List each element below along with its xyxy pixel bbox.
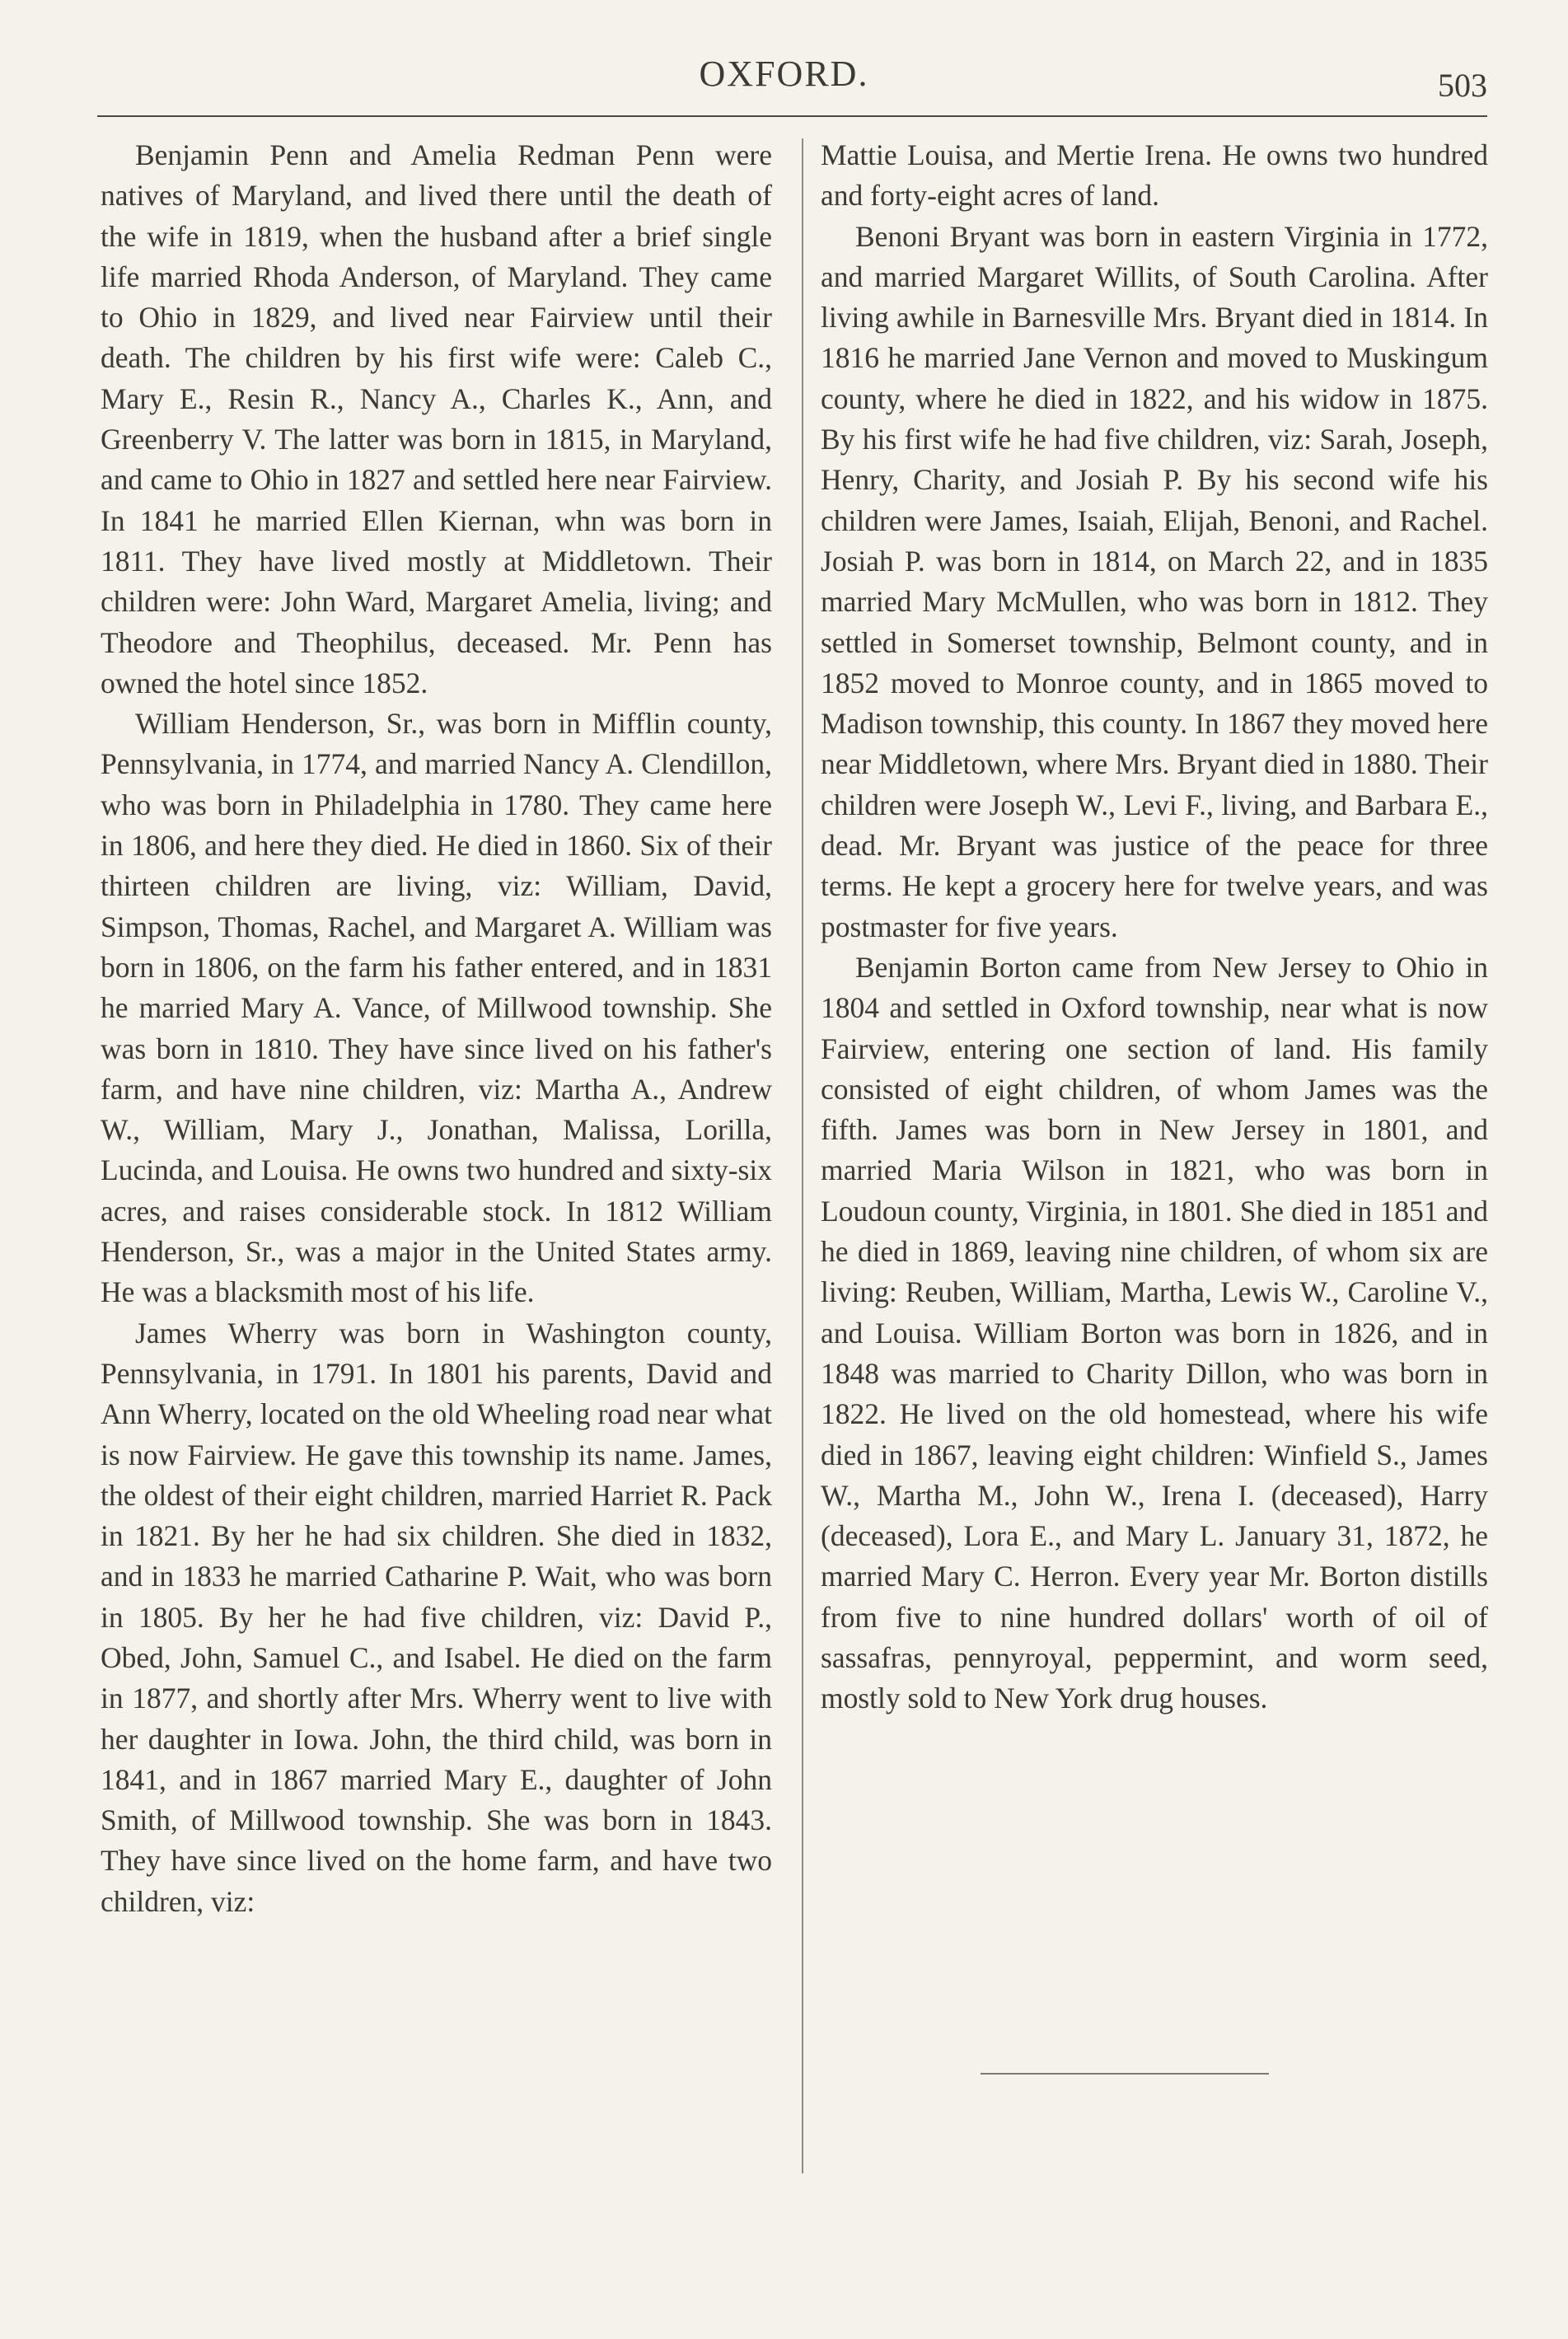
right-column [821,135,1488,1719]
column-divider [802,138,803,2173]
paragraph-henderson: William Henderson, Sr., was born in Mifflin county, Pennsylvania, in 1774, and married Nancy A. Clendillon, who was born in Philadelphia in 1780. They came here in 1806, and here they died. He died in 1860. Six of their thirteen children are living, viz: William, David, Simpson, Thomas, Rachel, and Margaret A. William was born in 1806, on the farm his father entered, and in 1831 he married Mary A. Vance, of Millwood township. She was born in 1810. They have since lived on his father's farm, and have nine children, viz: Martha A., Andrew W., William, Mary J., Jonathan, Malissa, Lorilla, Lucinda, and Louisa. He owns two hundred and sixty-six acres, and raises considerable stock. In 1812 William Henderson, Sr., was a major in the United States army. He was a blacksmith most of his life. [101,707,772,1309]
page-header-title: OXFORD. [699,54,869,94]
paragraph-bryant: Benoni Bryant was born in eastern Virginia in 1772, and married Margaret Willits, of South Carolina. After living awhile in Barnesville Mrs. Bryant died in 1814. In 1816 he married Jane Vernon and moved to Muskingum county, where he died in 1822, and his widow in 1875. By his first wife he had five children, viz: Sarah, Joseph, Henry, Charity, and Josiah P. By his second wife his children were James, Isaiah, Elijah, Benoni, and Rachel. Josiah P. was born in 1814, on March 22, and in 1835 married Mary McMullen, who was born in 1812. They settled in Somerset township, Belmont county, and in 1852 moved to Monroe county, and in 1865 moved to Madison township, this county. In 1867 they moved here near Middletown, where Mrs. Bryant died in 1880. Their children were Joseph W., Levi F., living, and Barbara E., dead. Mr. Bryant was justice of the peace for three terms. He kept a grocery here for twelve years, and was postmaster for five years. [821,219,1488,943]
paragraph-wherry: James Wherry was born in Washington county, Pennsylvania, in 1791. In 1801 his parents, David and Ann Wherry, located on the old Wheeling road near what is now Fairview. He gave this township its name. James, the oldest of their eight children, married Harriet R. Pack in 1821. By her he had six children. She died in 1832, and in 1833 he married Catharine P. Wait, who was born in 1805. By her he had five children, viz: David P., Obed, John, Samuel C., and Isabel. He died on the farm in 1877, and shortly after Mrs. Wherry went to live with her daughter in Iowa. John, the third child, was born in 1841, and in 1867 married Mary E., daughter of John Smith, of Millwood township. She was born in 1843. They have since lived on the home farm, and have two children, viz: [101,1316,772,1918]
left-column [101,135,772,1922]
paragraph-borton: Benjamin Borton came from New Jersey to Ohio in 1804 and settled in Oxford township, near what is now Fairview, entering one section of land. His family consisted of eight children, of whom James was the fifth. James was born in New Jersey in 1801, and married Maria Wilson in 1821, who was born in Loudoun county, Virginia, in 1801. She died in 1851 and he died in 1869, leaving nine children, of whom six are living: Reuben, William, Martha, Lewis W., Caroline V., and Louisa. William Borton was born in 1826, and in 1848 was married to Charity Dillon, who was born in 1822. He lived on the old homestead, where his wife died in 1867, leaving eight children: Winfield S., James W., Martha M., John W., Irena I. (deceased), Harry (deceased), Lora E., and Mary L. January 31, 1872, he married Mary C. Herron. Every year Mr. Borton distills from five to nine hundred dollars' worth of oil of sassafras, pennyroyal, peppermint, and worm seed, mostly sold to New York drug houses. [821,950,1488,1715]
paragraph-penn: Benjamin Penn and Amelia Redman Penn were natives of Maryland, and lived there until the death of the wife in 1819, when the husband after a brief single life married Rhoda Anderson, of Maryland. They came to Ohio in 1829, and lived near Fairview until their death. The children by his first wife were: Caleb C., Mary E., Resin R., Nancy A., Charles K., Ann, and Greenberry V. The latter was born in 1815, in Maryland, and came to Ohio in 1827 and settled here near Fairview. In 1841 he married Ellen Kiernan, whn was born in 1811. They have lived mostly at Middletown. Their children were: John Ward, Margaret Amelia, living; and Theodore and Theophilus, deceased. Mr. Penn has owned the hotel since 1852. [101,138,772,699]
header-rule [97,115,1487,117]
page-number: 503 [1438,67,1487,104]
paragraph-wherry-continued: Mattie Louisa, and Mertie Irena. He owns two hundred and forty-eight acres of land. [821,138,1488,213]
section-end-rule [981,2073,1269,2075]
